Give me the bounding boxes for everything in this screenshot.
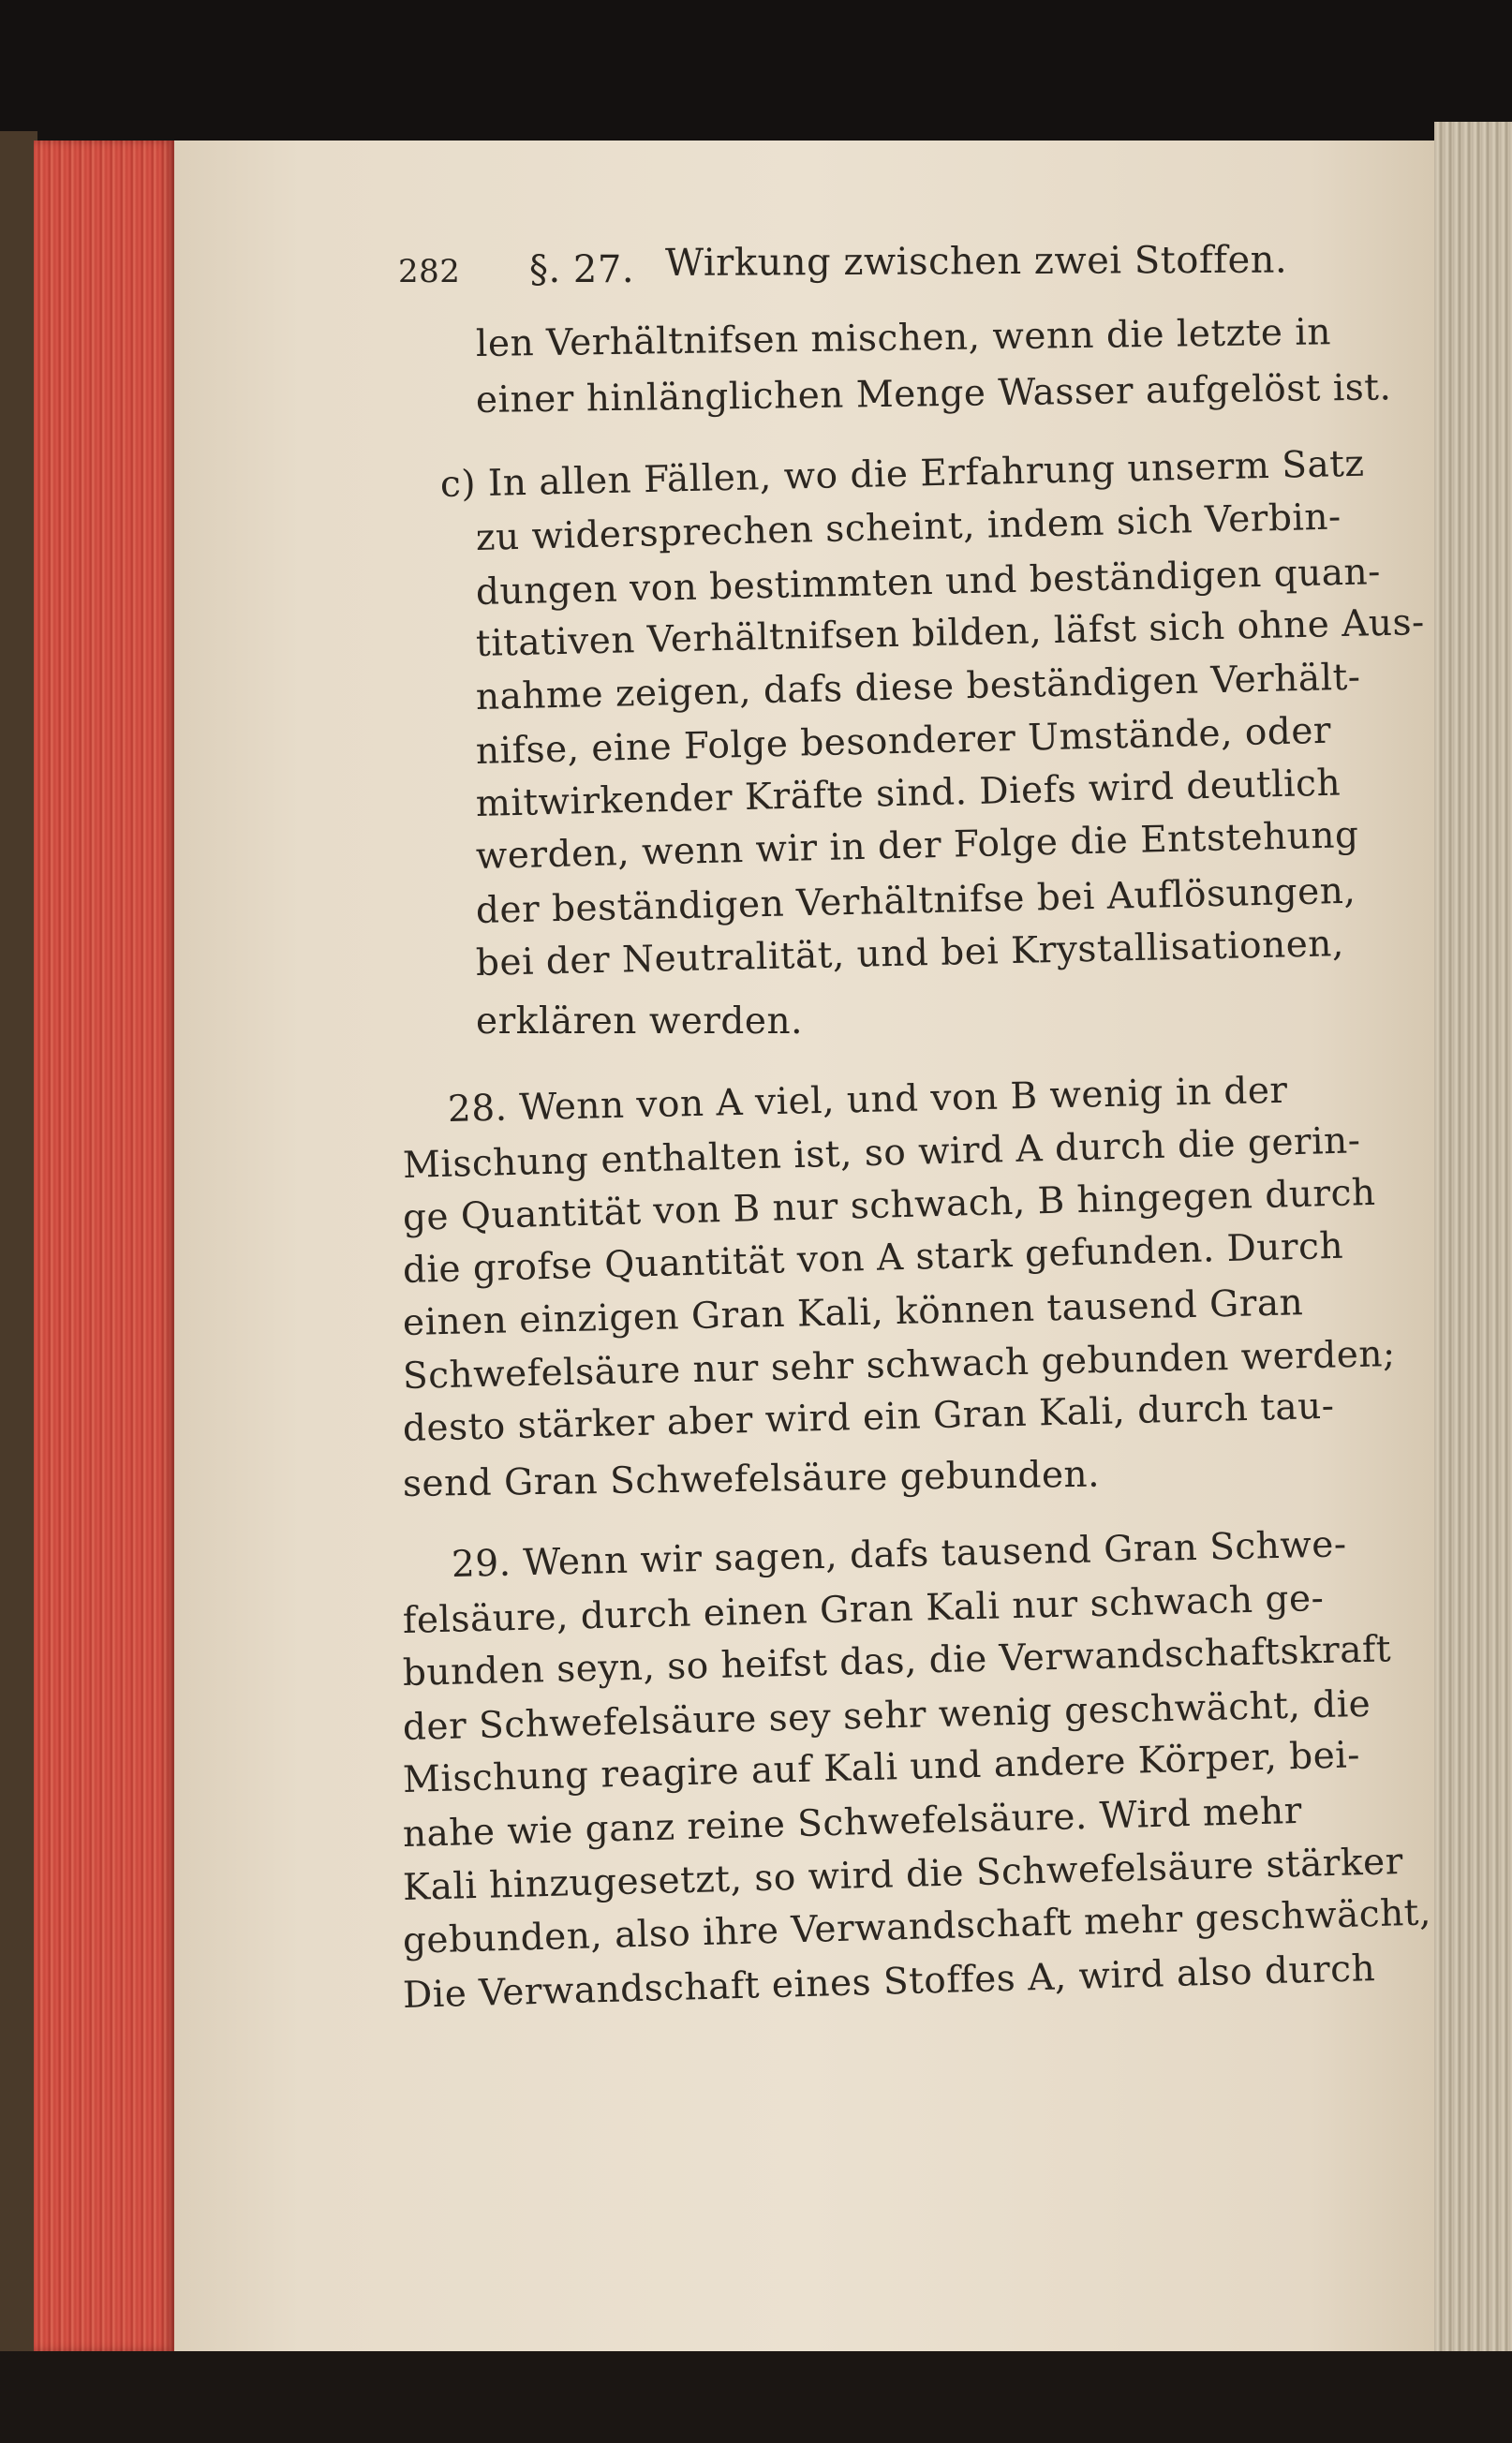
text-line: erklären werden. [476, 1000, 803, 1043]
text-line: Kali hinzugesetzt, so wird die Schwefelsäure stärker [402, 1841, 1404, 1909]
text-line: 28. Wenn von A viel, und von B wenig in der [447, 1069, 1289, 1131]
text-line: dungen von bestimmten und beständigen quan- [475, 551, 1382, 614]
text-line: nifse, eine Folge besonderer Umstände, oder [475, 709, 1332, 773]
text-line: Mischung enthalten ist, so wird A durch die gerin- [402, 1119, 1361, 1187]
text-line: mitwirkender Kräfte sind. Diefs wird deutlich [475, 762, 1342, 825]
text-line: bei der Neutralität, und bei Krystallisationen, [475, 922, 1345, 985]
text-line: nahe wie ganz reine Schwefelsäure. Wird mehr [402, 1789, 1303, 1856]
text-line: titativen Verhältnifsen bilden, läfst sich ohne Aus- [475, 601, 1426, 665]
text-line: len Verhältnifsen mischen, wenn die letzte in [475, 311, 1332, 365]
text-line: der beständigen Verhältnifse bei Auflösungen, [475, 869, 1356, 932]
page-number: 282 [398, 253, 461, 290]
text-line: ge Quantität von B nur schwach, B hingegen durch [402, 1171, 1377, 1239]
text-line: Die Verwandschaft eines Stoffes A, wird also durch [402, 1947, 1376, 2017]
text-line: einen einzigen Gran Kali, können tausend Gran [402, 1281, 1304, 1344]
running-title: Wirkung zwischen zwei Stoffen. [664, 238, 1288, 285]
section-number: §. 27. [529, 248, 635, 291]
text-line: nahme zeigen, dafs diese beständigen Verhält- [475, 656, 1361, 718]
text-line: send Gran Schwefelsäure gebunden. [402, 1453, 1101, 1505]
text-line: Schwefelsäure nur sehr schwach gebunden werden; [402, 1332, 1397, 1398]
text-line: Mischung reagire auf Kali und andere Körper, bei- [402, 1734, 1361, 1801]
text-line: der Schwefelsäure sey sehr wenig geschwächt, die [402, 1682, 1371, 1749]
text-line: c) In allen Fällen, wo die Erfahrung unserm Satz [439, 442, 1365, 506]
text-line: bunden seyn, so heifst das, die Verwandschaftskraft [402, 1628, 1392, 1695]
text-line: die grofse Quantität von A stark gefunden. Durch [402, 1224, 1344, 1292]
text-line: desto stärker aber wird ein Gran Kali, durch tau- [402, 1384, 1335, 1450]
text-line: werden, wenn wir in der Folge die Entstehung [475, 813, 1359, 878]
text-line: zu widersprechen scheint, indem sich Verbin- [475, 496, 1342, 559]
text-line: einer hinlänglichen Menge Wasser aufgelöst ist. [475, 366, 1392, 422]
text-line: gebunden, also ihre Verwandschaft mehr geschwächt, [402, 1891, 1432, 1962]
text-line: 29. Wenn wir sagen, dafs tausend Gran Schwe- [451, 1523, 1347, 1586]
text-line: felsäure, durch einen Gran Kali nur schwach ge- [402, 1577, 1325, 1642]
